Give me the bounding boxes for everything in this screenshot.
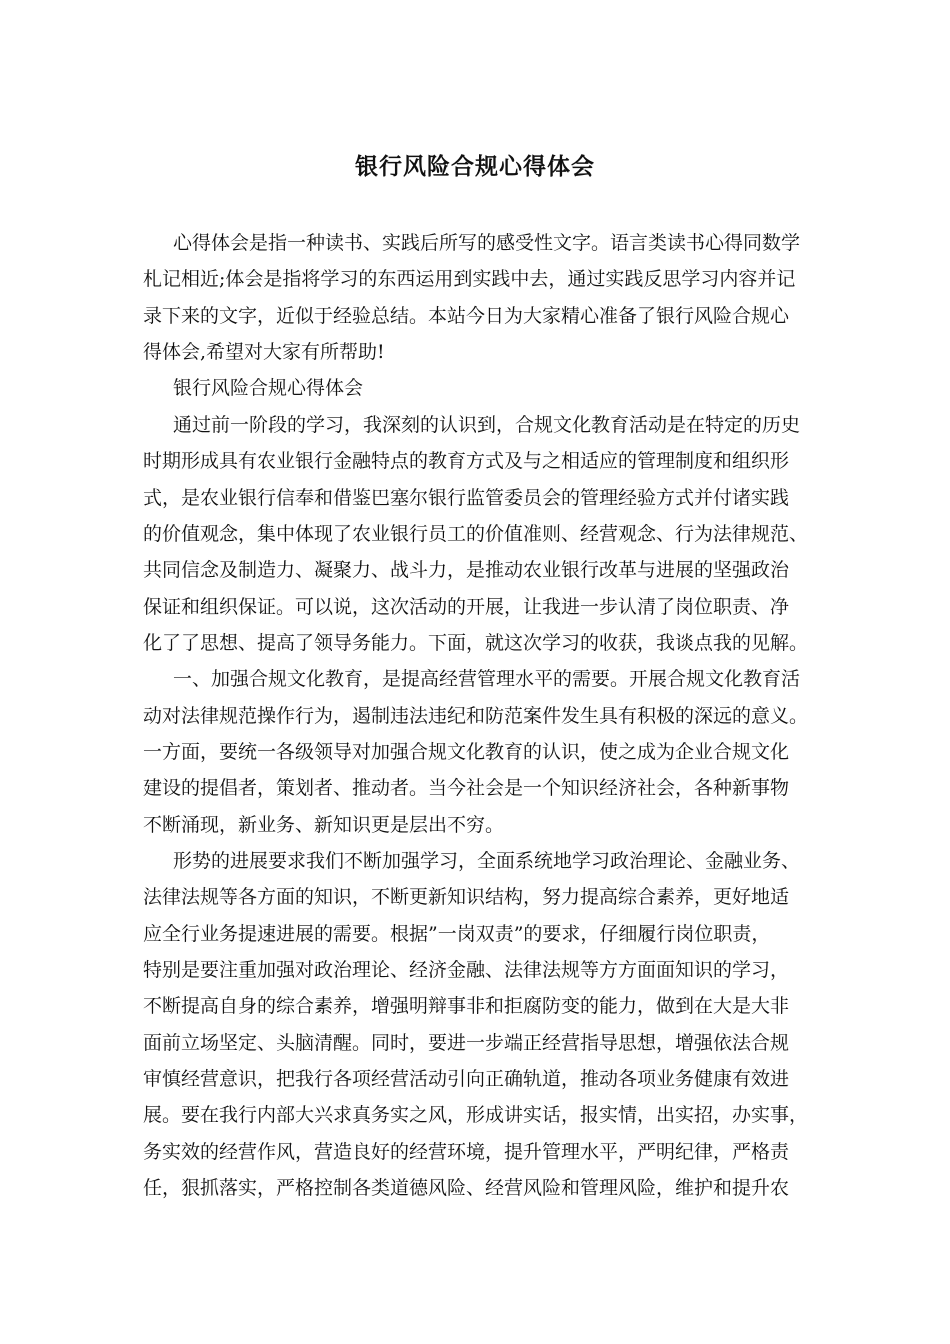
body-line: 法律法规等各方面的知识，不断更新知识结构，努力提高综合素养，更好地适 bbox=[143, 886, 790, 909]
body-line: 录下来的文字，近似于经验总结。本站今日为大家精心准备了银行风险合规心 bbox=[143, 304, 790, 327]
body-line: 任，狠抓落实，严格控制各类道德风险、经营风险和管理风险，维护和提升农 bbox=[143, 1177, 790, 1200]
body-line: 不断涌现，新业务、新知识更是层出不穷。 bbox=[143, 813, 505, 836]
body-line: 保证和组织保证。可以说，这次活动的开展，让我进一步认清了岗位职责、净 bbox=[143, 595, 790, 618]
body-line: 审慎经营意识，把我行各项经营活动引向正确轨道，推动各项业务健康有效进 bbox=[143, 1068, 790, 1091]
body-line: 心得体会是指一种读书、实践后所写的感受性文字。语言类读书心得同数学 bbox=[173, 232, 801, 254]
body-line: 札记相近;体会是指将学习的东西运用到实践中去，通过实践反思学习内容并记 bbox=[143, 268, 796, 291]
body-line: 动对法律规范操作行为，遏制违法违纪和防范案件发生具有积极的深远的意义。 bbox=[143, 704, 809, 727]
body-line: 共同信念及制造力、凝聚力、战斗力，是推动农业银行改革与进展的坚强政治 bbox=[143, 559, 790, 582]
body-line: 的价值观念，集中体现了农业银行员工的价值准则、经营观念、行为法律规范、 bbox=[143, 522, 809, 545]
body-line: 时期形成具有农业银行金融特点的教育方式及与之相适应的管理制度和组织形 bbox=[143, 450, 790, 473]
body-line: 式，是农业银行信奉和借鉴巴塞尔银行监管委员会的管理经验方式并付诸实践 bbox=[143, 486, 790, 509]
body-line: 面前立场坚定、头脑清醒。同时，要进一步端正经营指导思想，增强依法合规 bbox=[143, 1031, 790, 1054]
document-title: 银行风险合规心得体会 bbox=[355, 153, 595, 180]
body-line: 展。要在我行内部大兴求真务实之风，形成讲实话，报实情，出实招，办实事， bbox=[143, 1104, 809, 1127]
body-line: 建设的提倡者，策划者、推动者。当今社会是一个知识经济社会，各种新事物 bbox=[143, 777, 790, 800]
body-line: 特别是要注重加强对政治理论、经济金融、法律法规等方方面面知识的学习， bbox=[143, 959, 790, 981]
body-line: 应全行业务提速进展的需要。根据”一岗双责”的要求，仔细履行岗位职责， bbox=[143, 922, 771, 945]
body-line: 通过前一阶段的学习，我深刻的认识到，合规文化教育活动是在特定的历史 bbox=[173, 413, 801, 436]
body-line: 形势的进展要求我们不断加强学习，全面系统地学习政治理论、金融业务、 bbox=[173, 850, 801, 872]
body-line: 不断提高自身的综合素养，增强明辩事非和拒腐防变的能力，做到在大是大非 bbox=[143, 995, 790, 1018]
body-line: 务实效的经营作风，营造良好的经营环境，提升管理水平，严明纪律，严格责 bbox=[143, 1140, 790, 1163]
body-line: 银行风险合规心得体会 bbox=[173, 377, 364, 400]
body-line: 一、加强合规文化教育，是提高经营管理水平的需要。开展合规文化教育活 bbox=[173, 668, 801, 691]
body-line: 一方面，要统一各级领导对加强合规文化教育的认识，使之成为企业合规文化 bbox=[143, 740, 790, 763]
body-line: 得体会,希望对大家有所帮助! bbox=[143, 341, 385, 364]
body-line: 化了了思想、提高了领导务能力。下面，就这次学习的收获，我谈点我的见解。 bbox=[143, 631, 809, 654]
